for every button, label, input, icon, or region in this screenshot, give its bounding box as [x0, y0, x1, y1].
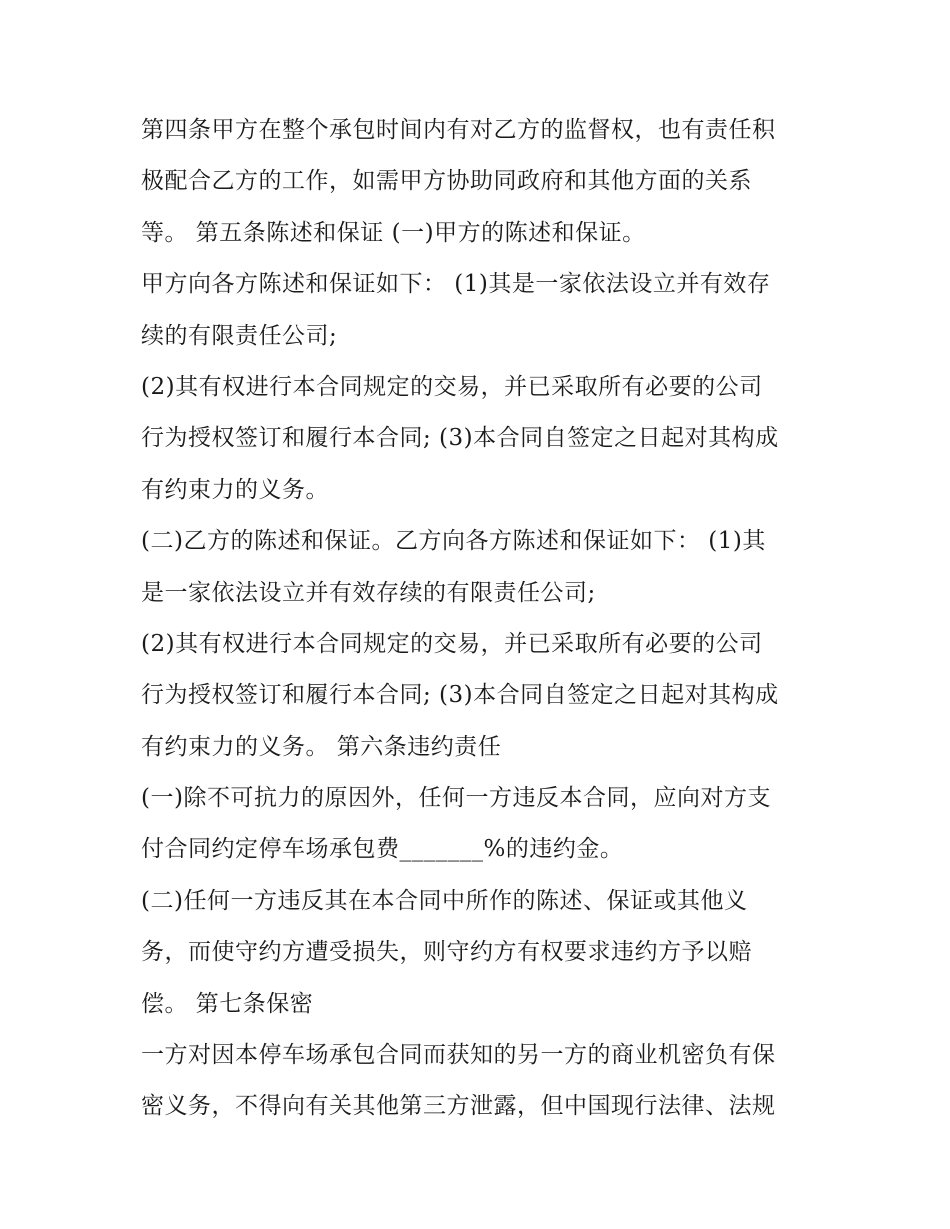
text-line: (一)除不可抗力的原因外，任何一方违反本合同，应向对方支 — [141, 785, 771, 812]
text-line: (2)其有权进行本合同规定的交易，并已采取所有必要的公司 — [141, 373, 763, 400]
text-line: 偿。 第七条保密 — [141, 990, 314, 1017]
text-line: 第四条甲方在整个承包时间内有对乙方的监督权，也有责任积 — [141, 117, 776, 143]
text-line: 有约束力的义务。 — [141, 476, 329, 503]
contract-text — [141, 105, 831, 1133]
text-line: 续的有限责任公司; — [141, 322, 338, 349]
text-line: 甲方向各方陈述和保证如下： (1)其是一家依法设立并有效存 — [141, 271, 771, 298]
text-line: (2)其有权进行本合同规定的交易，并已采取所有必要的公司 — [141, 630, 763, 657]
text-line: 行为授权签订和履行本合同; (3)本合同自签定之日起对其构成 — [141, 682, 779, 709]
text-line: 付合同约定停车场承包费_______%的违约金。 — [141, 836, 624, 863]
text-line: 是一家依法设立并有效存续的有限责任公司; — [141, 579, 596, 606]
text-line: 极配合乙方的工作，如需甲方协助同政府和其他方面的关系 — [141, 168, 752, 195]
text-line: 行为授权签订和履行本合同; (3)本合同自签定之日起对其构成 — [141, 425, 779, 452]
text-line: (二)任何一方违反其在本合同中所作的陈述、保证或其他义 — [141, 887, 748, 914]
text-line: 等。 第五条陈述和保证 (一)甲方的陈述和保证。 — [141, 219, 646, 246]
text-line: 有约束力的义务。 第六条违约责任 — [141, 733, 502, 760]
text-line: 一方对因本停车场承包合同而获知的另一方的商业机密负有保 — [141, 1042, 776, 1069]
text-line: 务，而使守约方遭受损失，则守约方有权要求违约方予以赔 — [141, 939, 752, 966]
text-line: 密义务，不得向有关其他第三方泄露，但中国现行法律、法规 — [141, 1093, 776, 1120]
text-line: (二)乙方的陈述和保证。乙方向各方陈述和保证如下： (1)其 — [141, 528, 766, 555]
